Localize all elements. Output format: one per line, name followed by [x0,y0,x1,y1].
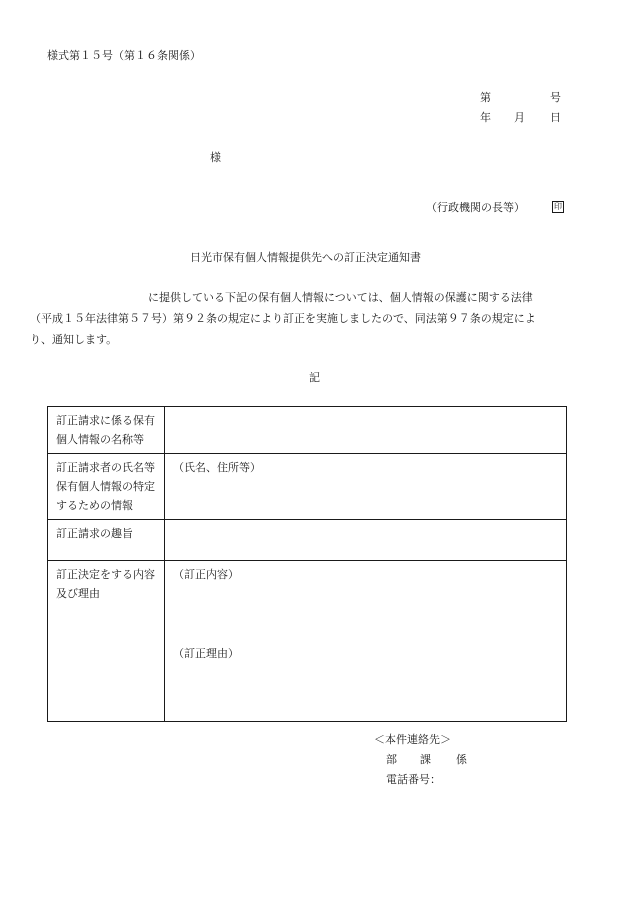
table-row [48,520,567,561]
row-content [165,520,567,561]
contact-unit: 係 [456,753,467,766]
row-content [165,561,567,722]
ki-heading: 記 [309,371,320,384]
contact-phone-label: 電話番号： [386,773,441,786]
body-paragraph [30,287,598,350]
date-month: 月 [514,111,525,124]
table-row [48,407,567,454]
contact-section: 課 [420,753,431,766]
sender-label: （行政機関の長等） [426,201,525,214]
contact-heading: ＜本件連絡先＞ [374,733,451,746]
document-title: 日光市保有個人情報提供先への訂正決定通知書 [190,251,421,264]
body-line-3: り、通知します。 [30,333,118,346]
doc-number-suffix: 号 [550,91,561,104]
row-label: 訂正請求の趣旨 [48,520,165,561]
correction-reason-label: （訂正理由） [173,647,239,660]
table-row [48,454,567,520]
row-label: 訂正請求に係る保有個人情報の名称等 [48,407,165,454]
table-row [48,561,567,722]
correction-content-label: （訂正内容） [173,568,239,581]
contact-dept: 部 [386,753,397,766]
form-number: 様式第１５号（第１６条関係） [47,49,201,62]
row-label: 訂正請求者の氏名等保有個人情報の特定するための情報 [48,454,165,520]
record-table [47,406,567,722]
row-label: 訂正決定をする内容及び理由 [48,561,165,722]
row-content: （氏名、住所等） [165,454,567,520]
row-content [165,407,567,454]
date-year: 年 [480,111,491,124]
date-day: 日 [550,111,561,124]
body-line-2: （平成１５年法律第５７号）第９２条の規定により訂正を実施しましたので、同法第９７条の規定によ [30,312,536,325]
addressee-suffix: 様 [210,151,221,164]
body-line-1: に提供している下記の保有個人情報については、個人情報の保護に関する法律 [148,291,533,304]
seal-stamp-icon: 印 [554,202,562,211]
doc-number-prefix: 第 [480,91,491,104]
